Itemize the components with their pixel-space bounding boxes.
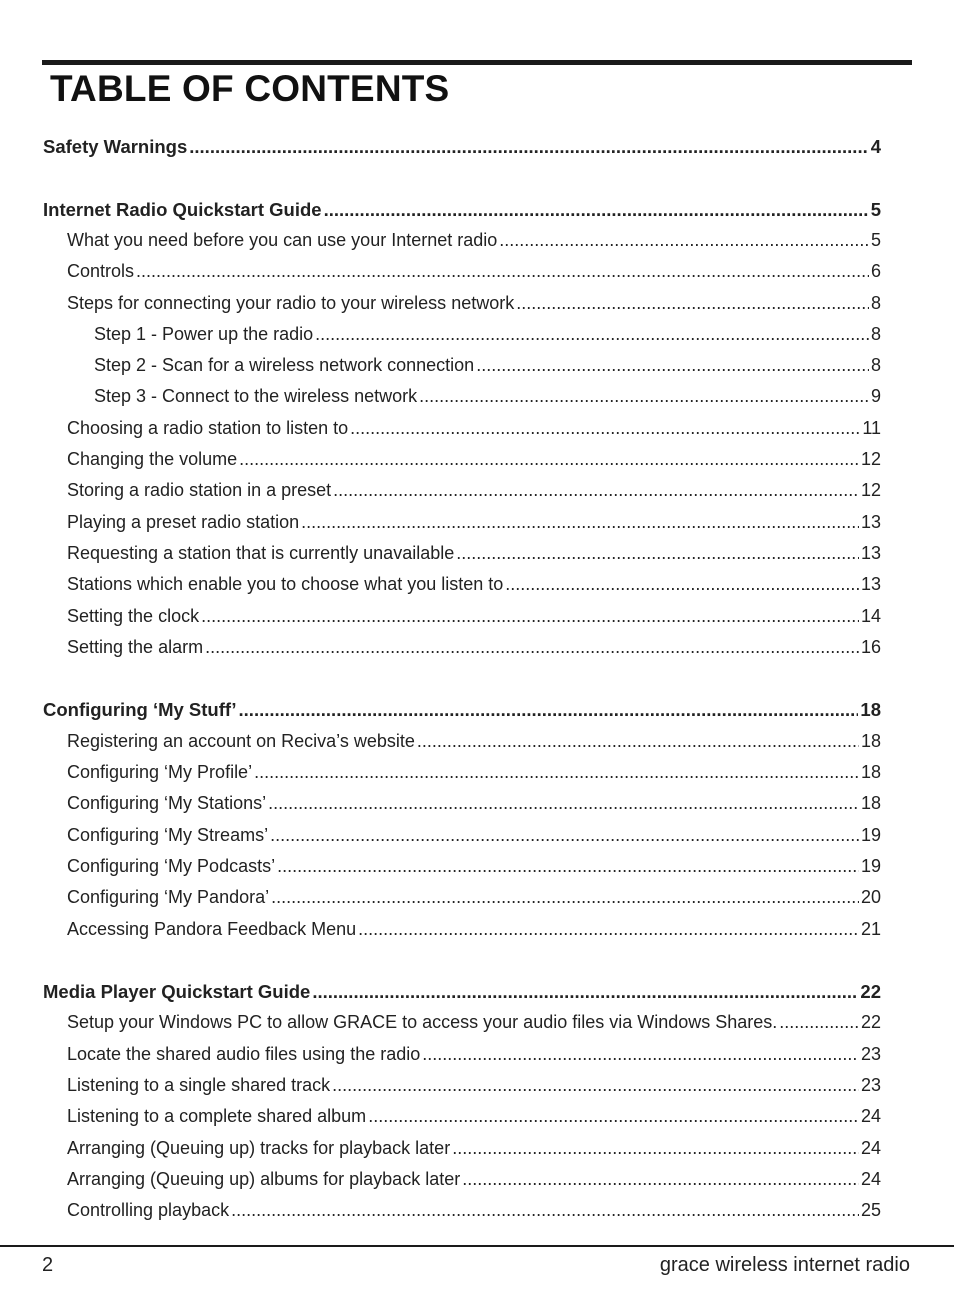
toc-entry[interactable] [67,569,881,600]
top-rule [42,60,912,65]
toc-entry-label: Accessing Pandora Feedback Menu [67,918,357,939]
toc-entry[interactable] [67,632,881,663]
toc-entry-page: 5 [870,198,881,220]
toc-dot-leader [779,1007,859,1038]
toc-subentry[interactable] [94,319,881,350]
toc-entry-page: 20 [860,887,881,908]
toc-entry-page: 18 [860,699,881,721]
toc-entry-label: What you need before you can use your Internet radio [67,229,498,250]
toc-dot-leader [277,851,859,882]
toc-entry[interactable] [67,475,881,506]
toc-dot-leader [358,914,859,945]
toc-entry[interactable] [67,882,881,913]
toc-entry-page: 13 [860,542,881,563]
toc-dot-leader [270,820,859,851]
toc-entry-page: 22 [860,1012,881,1033]
toc-entry[interactable] [67,1101,881,1132]
toc-entry-label: Controlling playback [67,1200,230,1221]
toc-entry-page: 18 [860,730,881,751]
toc-entry-label: Listening to a single shared track [67,1075,331,1095]
toc-entry-page: 19 [860,855,881,876]
toc-entry-label: Configuring ‘My Stuff’ [43,699,237,721]
toc-entry-page: 23 [860,1075,881,1095]
toc-dot-leader [239,694,859,725]
toc-entry-page: 19 [860,824,881,845]
toc-entry-page: 25 [860,1200,881,1221]
toc-dot-leader [333,475,859,506]
toc-entry-label: Media Player Quickstart Guide [43,981,311,1003]
toc-section-entry[interactable] [43,194,881,225]
toc-entry-page: 21 [860,918,881,939]
toc-entry-label: Configuring ‘My Profile’ [67,762,253,782]
page-number: 2 [42,1254,54,1276]
toc-entry-label: Arranging (Queuing up) tracks for playback later [67,1137,451,1158]
toc-entry-page: 11 [862,417,881,438]
toc-entry-page: 23 [860,1043,881,1064]
toc-dot-leader [422,1039,859,1070]
toc-entry-label: Setting the alarm [67,636,204,657]
toc-dot-leader [462,1164,859,1195]
toc-entry-page: 13 [860,511,881,532]
toc-dot-leader [417,726,859,757]
toc-entry-label: Stations which enable you to choose what you listen to [67,574,504,595]
toc-dot-leader [456,538,859,569]
toc-entry[interactable] [67,820,881,851]
toc-entry[interactable] [67,288,881,319]
toc-entry-label: Configuring ‘My Pandora’ [67,887,270,908]
toc-dot-leader [419,381,869,412]
toc-entry-label: Requesting a station that is currently unavailable [67,542,455,563]
toc-dot-leader [505,569,859,600]
toc-entry[interactable] [67,1007,881,1038]
toc-entry[interactable] [67,413,881,444]
toc-entry-label: Step 3 - Connect to the wireless network [94,386,418,407]
toc-dot-leader [350,413,860,444]
toc-entry[interactable] [67,507,881,538]
toc-entry-page: 12 [860,480,881,501]
toc-entry-page: 18 [860,793,881,814]
toc-dot-leader [368,1101,859,1132]
toc-dot-leader [476,350,869,381]
toc-dot-leader [315,319,869,350]
toc-entry-label: Setup your Windows PC to allow GRACE to access your audio files via Windows Shares. [67,1012,778,1033]
toc-entry-page: 18 [860,762,881,782]
toc-entry[interactable] [67,1133,881,1164]
toc-entry-label: Setting the clock [67,605,200,626]
toc-dot-leader [189,131,868,162]
toc-entry[interactable] [67,601,881,632]
toc-entry-label: Steps for connecting your radio to your wireless network [67,292,515,313]
toc-entry-page: 24 [860,1106,881,1127]
toc-entry-page: 4 [870,136,881,157]
toc-dot-leader [136,256,869,287]
toc-entry-page: 12 [860,449,881,469]
toc-entry[interactable] [67,726,881,757]
toc-entry-label: Registering an account on Reciva’s website [67,730,415,751]
toc-entry[interactable] [67,851,881,882]
toc-subentry[interactable] [94,381,881,412]
toc-entry-page: 9 [870,386,881,407]
toc-entry[interactable] [67,914,881,945]
toc-entry-page: 8 [870,323,881,344]
toc-dot-leader [231,1195,859,1226]
toc-entry-label: Controls [67,261,135,282]
toc-dot-leader [301,507,859,538]
toc-entry[interactable] [67,256,881,287]
toc-dot-leader [516,288,869,319]
toc-entry[interactable] [67,1039,881,1070]
toc-dot-leader [254,757,859,788]
toc-entry-label: Internet Radio Quickstart Guide [43,198,322,220]
toc-entry-page: 13 [860,574,881,595]
footer-document-title: grace wireless internet radio [659,1254,910,1276]
toc-entry-label: Locate the shared audio files using the radio [67,1043,421,1064]
toc-entry-label: Changing the volume [67,449,238,469]
toc-dot-leader [332,1070,859,1101]
toc-entry-label: Step 1 - Power up the radio [94,323,314,344]
toc-entry-label: Choosing a radio station to listen to [67,417,349,438]
toc-entry-label: Listening to a complete shared album [67,1106,367,1127]
toc-entry[interactable] [67,538,881,569]
toc-dot-leader [312,976,858,1007]
toc-entry-label: Safety Warnings [43,136,188,157]
toc-entry[interactable] [67,1070,881,1101]
toc-entry-page: 22 [860,981,881,1003]
toc-entry-page: 14 [860,605,881,626]
toc-entry[interactable] [67,225,881,256]
toc-dot-leader [324,194,869,225]
toc-dot-leader [201,601,859,632]
footer-rule [0,1245,954,1247]
toc-entry-page: 24 [860,1137,881,1158]
toc-dot-leader [239,444,859,475]
toc-subentry[interactable] [94,350,881,381]
toc-entry-label: Configuring ‘My Podcasts’ [67,855,276,876]
toc-entry-page: 24 [860,1168,881,1189]
toc-section-entry[interactable] [43,131,881,162]
toc-entry[interactable] [67,1164,881,1195]
toc-entry[interactable] [67,1195,881,1226]
toc-entry-label: Step 2 - Scan for a wireless network connection [94,355,475,376]
toc-entry[interactable] [67,757,881,788]
toc-entry-page: 8 [870,355,881,376]
toc-dot-leader [268,788,859,819]
toc-dot-leader [271,882,859,913]
toc-entry-label: Configuring ‘My Stations’ [67,793,267,814]
toc-dot-leader [499,225,869,256]
toc-entry-page: 5 [870,229,881,250]
toc-entry-label: Storing a radio station in a preset [67,480,332,501]
toc-entry-page: 8 [870,292,881,313]
toc-entry-label: Arranging (Queuing up) albums for playback later [67,1168,461,1189]
toc-section-entry[interactable] [43,976,881,1007]
toc-entry[interactable] [67,788,881,819]
toc-entry-page: 16 [860,636,881,657]
toc-entry-page: 6 [870,261,881,282]
toc-entry[interactable] [67,444,881,475]
toc-section-entry[interactable] [43,694,881,725]
toc-dot-leader [452,1133,859,1164]
toc-entry-label: Configuring ‘My Streams’ [67,824,269,845]
page-title: TABLE OF CONTENTS [50,68,450,109]
toc-entry-label: Playing a preset radio station [67,511,300,532]
toc-dot-leader [205,632,859,663]
